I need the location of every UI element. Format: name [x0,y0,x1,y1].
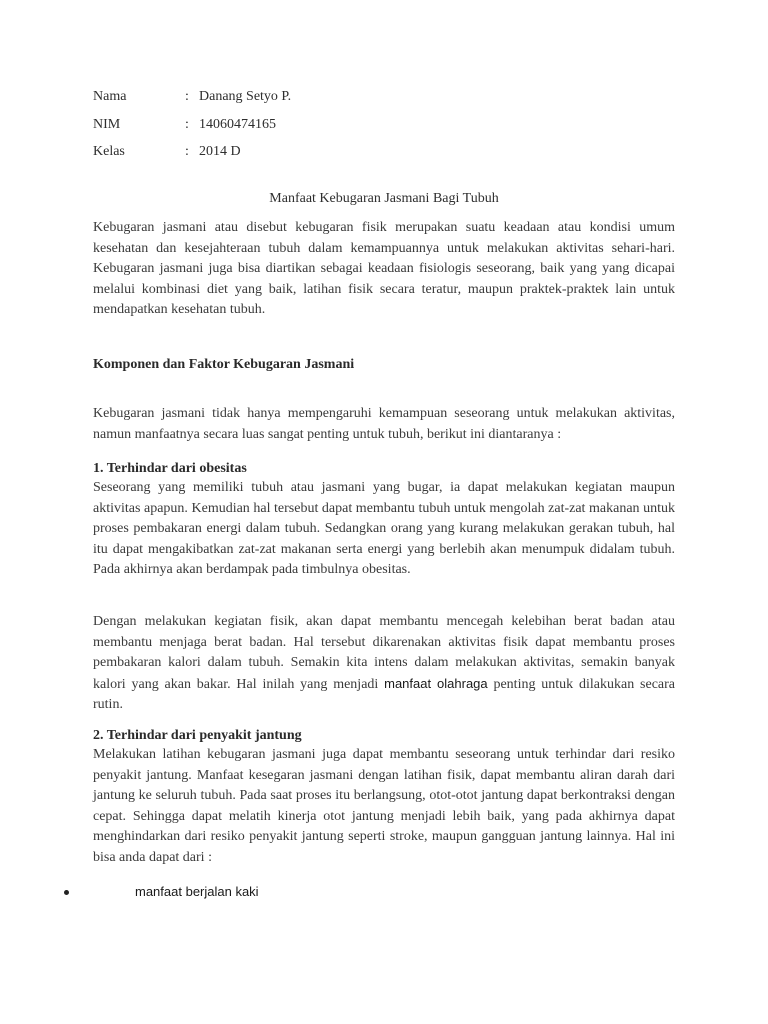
section-heading: Komponen dan Faktor Kebugaran Jasmani [93,357,355,372]
bullet-list-item [64,883,259,901]
point-2-paragraph: Melakukan latihan kebugaran jasmani juga dapat membantu seseorang untuk terhindar dari resiko penyakit jantung. Manfaat kesegaran jasmani dengan latihan fisik, dapat membantu aliran darah dari jantung ke seluruh tubuh. Pada saat proses itu berlangsung, otot-otot jantung dapat berkontraksi dengan cepat. Sehingga dapat melatih kinerja otot jantung menjadi lebih baik, yang pada akhirnya dapat menghindarkan dari resiko penyakit jantung seperti stroke, maupun gangguan jantung lainnya. Hal ini bisa anda dapat dari : [93,747,675,865]
section-intro-paragraph: Kebugaran jasmani tidak hanya mempengaruhi kemampuan seseorang untuk melakukan aktivitas, namun manfaatnya secara luas sangat penting untuk tubuh, berikut ini diantaranya : [93,406,675,442]
info-colon: : [185,144,189,159]
info-value: Danang Setyo P. [199,89,292,104]
info-row-class [93,143,291,171]
berjalan-kaki-link[interactable]: manfaat berjalan kaki [135,884,259,899]
info-colon: : [185,89,189,104]
info-row-nim [93,116,291,144]
point-1-heading: 1. Terhindar dari obesitas [93,461,247,476]
document-title: Manfaat Kebugaran Jasmani Bagi Tubuh [269,191,499,206]
point-1-paragraph-2 [93,612,675,716]
manfaat-olahraga-link[interactable]: manfaat olahraga [384,675,488,691]
student-info [93,88,291,171]
point-2-heading: 2. Terhindar dari penyakit jantung [93,728,302,743]
info-value: 14060474165 [199,116,276,132]
info-value: 2014 D [199,144,241,159]
info-label: Nama [93,89,127,104]
bullet-icon [64,890,69,895]
intro-paragraph: Kebugaran jasmani atau disebut kebugaran fisik merupakan suatu keadaan atau kondisi umum kesehatan dan kesejahteraan tubuh dalam kemampuannya untuk melakukan aktivitas sehari-hari. Kebugaran jasmani juga bisa diartikan sebagai keadaan fisiologis seseorang, baik yang yang dicapai melalui kombinasi diet yang baik, latihan fisik secara teratur, maupun praktek-praktek lain untuk mendapatkan kesehatan tubuh. [93,220,675,317]
info-colon: : [185,116,189,132]
info-label: NIM [93,116,121,132]
point-1-paragraph-1: Seseorang yang memiliki tubuh atau jasmani yang bugar, ia dapat melakukan kegiatan maupun aktivitas apapun. Kemudian hal tersebut dapat membantu tubuh untuk mengolah zat-zat makanan untuk proses pembakaran energi dalam tubuh. Sedangkan orang yang kurang melakukan gerakan tubuh, hal itu dapat mengakibatkan zat-zat makanan serta energi yang berlebih akan menumpuk didalam tubuh. Pada akhirnya akan berdampak pada timbulnya obesitas. [93,480,675,577]
info-label: Kelas [93,144,125,159]
info-row-name [93,88,291,116]
paragraph-text: penting untuk dilakukan secara rutin. [93,676,675,712]
paragraph-text: Dengan melakukan kegiatan fisik, akan dapat membantu mencegah kelebihan berat badan atau membantu menjaga berat badan. Hal tersebut dikarenakan aktivitas fisik dapat membantu proses pembakaran kalori dalam tubuh. Semakin kita intens dalam melakukan aktivitas, semakin banyak kalori yang akan bakar. Hal inilah yang menjadi [93,614,675,692]
